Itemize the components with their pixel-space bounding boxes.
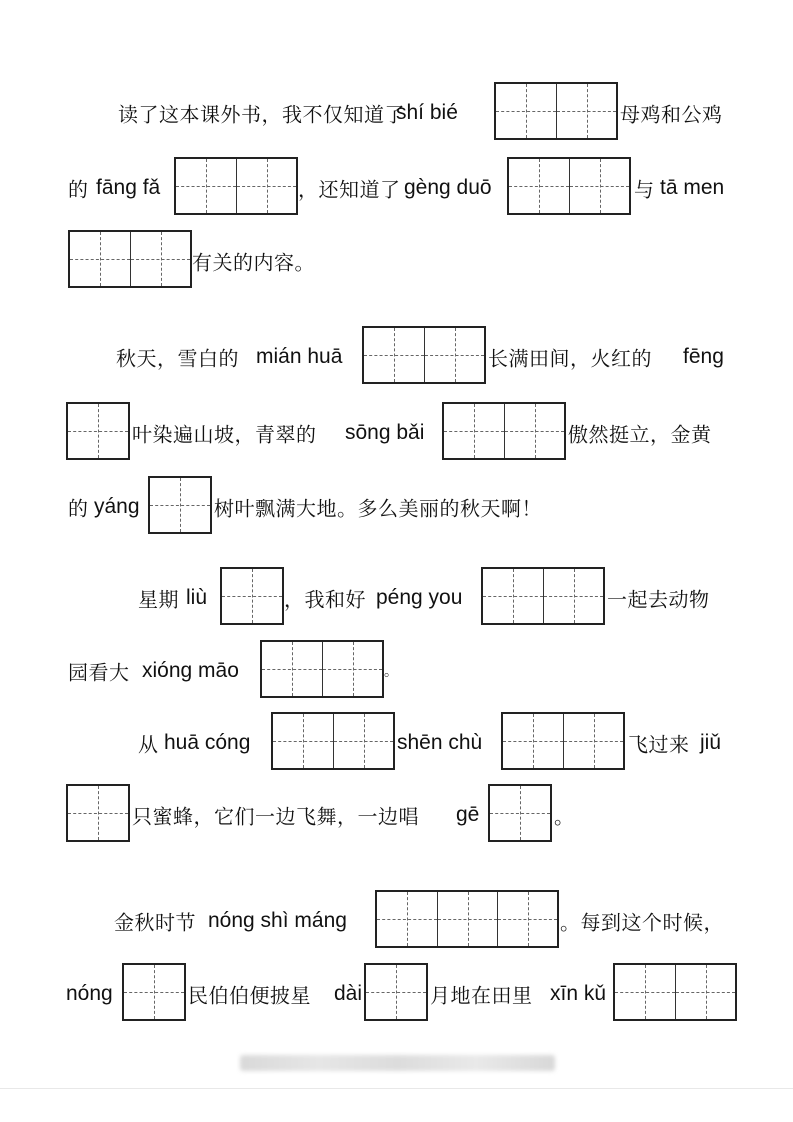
answer-box-feng[interactable] <box>66 402 130 460</box>
p2-line1 <box>0 326 793 388</box>
answer-box-songbai[interactable] <box>442 402 566 460</box>
text: 。 <box>384 664 399 680</box>
pinyin: liù <box>186 586 208 609</box>
pinyin: mián huā <box>256 345 343 368</box>
answer-box-nong[interactable] <box>122 963 186 1021</box>
text: 有关的内容。 <box>192 250 315 275</box>
text: 与 <box>634 177 655 202</box>
answer-box-dai[interactable] <box>364 963 428 1021</box>
text: 。 <box>554 804 575 829</box>
pinyin: sōng bǎi <box>345 421 425 444</box>
p4-line1 <box>0 712 793 774</box>
page-bottom-divider <box>0 1088 793 1089</box>
answer-box-gengduo[interactable] <box>507 157 631 215</box>
pinyin: nóng shì máng <box>208 909 347 932</box>
answer-box-jiu[interactable] <box>66 784 130 842</box>
answer-box-ge[interactable] <box>488 784 552 842</box>
answer-box-tamen[interactable] <box>68 230 192 288</box>
p1-line2 <box>0 157 793 219</box>
pinyin: xīn kǔ <box>550 982 607 1005</box>
text: 从 <box>138 732 159 757</box>
text: 金秋时节 <box>114 910 196 935</box>
answer-box-huacong[interactable] <box>271 712 395 770</box>
text: 秋天，雪白的 <box>116 346 239 371</box>
answer-box-xinku[interactable] <box>613 963 737 1021</box>
text: 傲然挺立，金黄 <box>568 422 712 447</box>
text: 民伯伯便披星 <box>188 983 311 1008</box>
pinyin: fāng fǎ <box>96 176 161 199</box>
answer-box-nongshimang[interactable] <box>375 890 559 948</box>
text: 读了这本课外书，我不仅知道了 <box>118 102 405 127</box>
text: 园看大 <box>68 660 130 685</box>
pinyin: tā men <box>660 176 725 199</box>
p3-line1 <box>0 567 793 629</box>
pinyin: gē <box>456 803 480 826</box>
pinyin: shí bié <box>396 101 458 124</box>
text: 的 <box>68 177 89 202</box>
pinyin: péng you <box>376 586 463 609</box>
answer-box-fangfa[interactable] <box>174 157 298 215</box>
pinyin: fēng <box>683 345 724 368</box>
answer-box-liu[interactable] <box>220 567 284 625</box>
answer-box-shenchu[interactable] <box>501 712 625 770</box>
text: 的 <box>68 496 89 521</box>
p2-line3 <box>0 476 793 538</box>
p5-line1 <box>0 890 793 952</box>
text: 飞过来 <box>628 732 690 757</box>
pinyin: shēn chù <box>397 731 483 754</box>
answer-box-xiongmao[interactable] <box>260 640 384 698</box>
text: 星期 <box>138 587 179 612</box>
pinyin: yáng <box>94 495 140 518</box>
pinyin: gèng duō <box>404 176 492 199</box>
p3-line2 <box>0 640 793 702</box>
p2-line2 <box>0 402 793 464</box>
pinyin: xióng māo <box>142 659 239 682</box>
answer-box-pengyou[interactable] <box>481 567 605 625</box>
p4-line2 <box>0 784 793 846</box>
text: 母鸡和公鸡 <box>620 102 723 127</box>
text: 只蜜蜂，它们一边飞舞，一边唱 <box>132 804 419 829</box>
blurred-watermark <box>240 1055 555 1071</box>
answer-box-shibie[interactable] <box>494 82 618 140</box>
text: 叶染遍山坡，青翠的 <box>132 422 317 447</box>
text: 树叶飘满大地。多么美丽的秋天啊！ <box>214 496 542 521</box>
pinyin: huā cóng <box>164 731 251 754</box>
answer-box-yang[interactable] <box>148 476 212 534</box>
pinyin: dài <box>334 982 363 1005</box>
text: ，我和好 <box>284 587 366 612</box>
text: 月地在田里 <box>430 983 533 1008</box>
text: 。每到这个时候， <box>560 910 724 935</box>
p1-line3 <box>0 230 793 292</box>
p1-line1 <box>0 82 793 144</box>
pinyin: jiǔ <box>700 731 722 754</box>
text: ，还知道了 <box>298 177 401 202</box>
text: 一起去动物 <box>607 587 710 612</box>
pinyin: nóng <box>66 982 113 1005</box>
text: 长满田间，火红的 <box>488 346 652 371</box>
p5-line2 <box>0 963 793 1025</box>
answer-box-mianhua[interactable] <box>362 326 486 384</box>
